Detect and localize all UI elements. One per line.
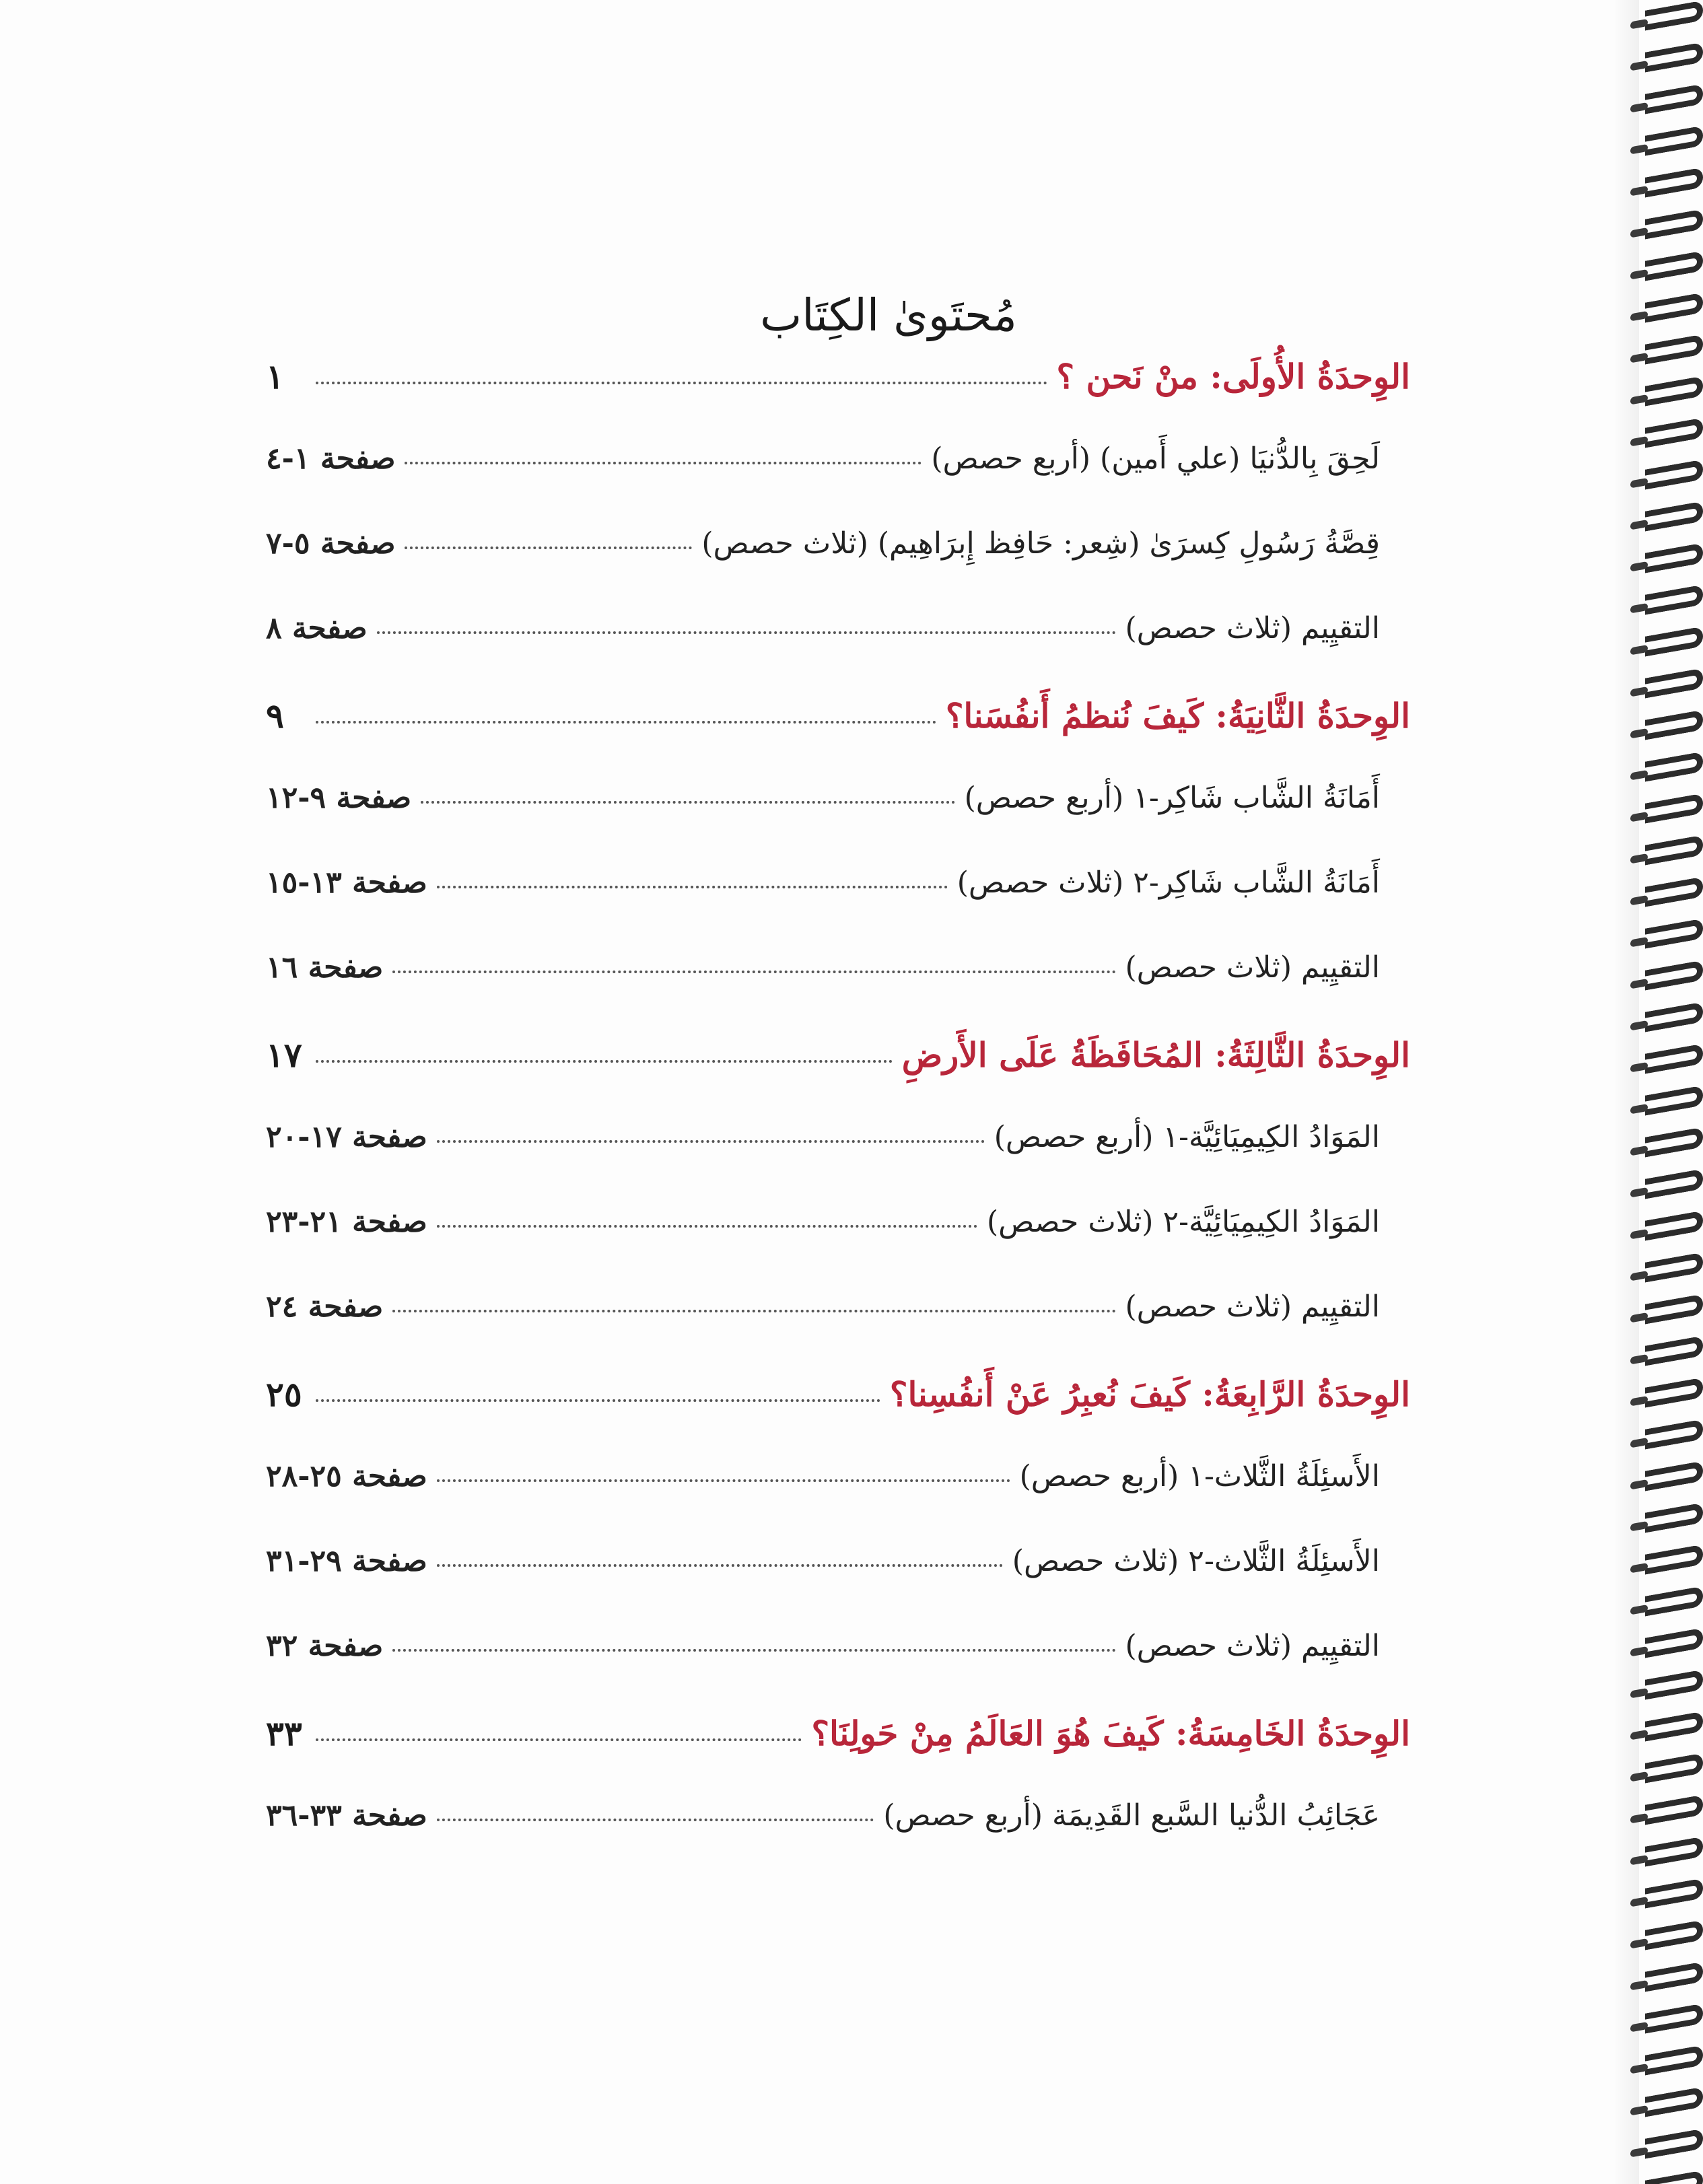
- page-number: صفحة ٣٢: [266, 1629, 384, 1663]
- spiral-coil: [1645, 835, 1703, 865]
- lesson-title: قِصَّةُ رَسُولِ كِسرَىٰ (شِعر: حَافِظ إِبرَاهِيم) (ثلاث حصص): [701, 526, 1380, 561]
- spiral-coil: [1645, 1502, 1703, 1533]
- page-title-text: مُحتَوىٰ الكِتَاب: [760, 289, 1017, 341]
- spiral-coil: [1645, 1627, 1703, 1658]
- spiral-coil: [1645, 83, 1703, 114]
- toc-lesson-row: [266, 611, 1410, 696]
- toc-lesson-row: [266, 1290, 1410, 1374]
- spiral-coil: [1645, 1919, 1703, 1950]
- spiral-coil: [1645, 1878, 1703, 1908]
- lesson-title: المَوَادُ الكِيمِيَائِيَّة-٢ (ثلاث حصص): [986, 1205, 1380, 1239]
- page-number: صفحة ٣٣-٣٦: [266, 1798, 427, 1833]
- lesson-title: أَمَانَةُ الشَّاب شَاكِر-١ (أربع حصص): [964, 781, 1380, 815]
- toc-lesson-row: [266, 1205, 1410, 1290]
- spiral-coil: [1645, 2045, 1703, 2075]
- dot-leader: [392, 1310, 1115, 1312]
- spiral-coil: [1645, 1419, 1703, 1449]
- spiral-coil: [1645, 1294, 1703, 1324]
- page-number: ١٧: [266, 1035, 302, 1075]
- lesson-title: الأَسئِلَةُ الثَّلاث-١ (أربع حصص): [1019, 1459, 1380, 1493]
- dot-leader: [316, 721, 936, 724]
- toc-lesson-row: [266, 1120, 1410, 1205]
- unit-title: الوِحدَةُ الأُولَى: منْ نَحن ؟: [1056, 357, 1410, 396]
- dot-leader: [437, 1140, 985, 1143]
- dot-leader: [437, 1819, 874, 1821]
- dot-leader: [421, 801, 954, 804]
- page-number: صفحة ١٣-١٥: [266, 866, 427, 900]
- dot-leader: [392, 971, 1115, 973]
- spiral-coil: [1645, 1168, 1703, 1199]
- spiral-coil: [1645, 1544, 1703, 1574]
- lesson-title: لَحِقَ بِالدُّنيَا (علي أَمين) (أربع حصص): [931, 442, 1380, 476]
- spiral-coil: [1645, 918, 1703, 948]
- page-number: ١: [266, 357, 284, 396]
- spiral-coil: [1645, 1377, 1703, 1407]
- page-number: صفحة ١٦: [266, 950, 384, 985]
- spiral-coil: [1645, 1669, 1703, 1699]
- spiral-coil: [1645, 793, 1703, 823]
- spiral-coil: [1645, 2003, 1703, 2033]
- spiral-coil: [1645, 709, 1703, 740]
- dot-leader: [392, 1649, 1115, 1652]
- spiral-coil: [1645, 584, 1703, 614]
- spiral-coil: [1645, 209, 1703, 239]
- spiral-coil: [1645, 417, 1703, 448]
- spiral-coil: [1645, 459, 1703, 489]
- dot-leader: [437, 1564, 1003, 1567]
- unit-title: الوِحدَةُ الرَّابِعَةُ: كَيفَ نُعبِرُ عَنْ أَنفُسِنا؟: [889, 1374, 1410, 1414]
- dot-leader: [405, 462, 922, 464]
- spiral-coil: [1645, 2128, 1703, 2158]
- spiral-coil: [1645, 1210, 1703, 1240]
- page-number: صفحة ٢١-٢٣: [266, 1205, 427, 1239]
- lesson-title: التقيِيم (ثلاث حصص): [1125, 1629, 1380, 1663]
- spiral-coil: [1645, 1127, 1703, 1157]
- toc-unit-row: [266, 1714, 1410, 1798]
- page-number: صفحة ٩-١٢: [266, 781, 412, 815]
- spiral-coil: [1645, 376, 1703, 406]
- lesson-title: عَجَائِبُ الدُّنيا السَّبع القَدِيمَة (أربع حصص): [883, 1798, 1380, 1833]
- page-number: ٣٣: [266, 1714, 302, 1753]
- spiral-coil: [1645, 1753, 1703, 1783]
- spiral-coil: [1645, 1460, 1703, 1491]
- spiral-coil: [1645, 960, 1703, 990]
- page-title: [0, 289, 1703, 341]
- toc-lesson-row: [266, 442, 1410, 526]
- spiral-coil: [1645, 2170, 1703, 2184]
- page-number: صفحة ١٧-٢٠: [266, 1120, 427, 1154]
- dot-leader: [437, 1479, 1010, 1482]
- toc-lesson-row: [266, 781, 1410, 866]
- spiral-coil: [1645, 2086, 1703, 2117]
- spiral-coil: [1645, 1001, 1703, 1032]
- toc-lesson-row: [266, 866, 1410, 950]
- toc-unit-row: [266, 1035, 1410, 1120]
- spiral-coil: [1645, 668, 1703, 698]
- spiral-coil: [1645, 1085, 1703, 1115]
- page-number: صفحة ٨: [266, 611, 368, 645]
- spiral-coil: [1645, 42, 1703, 72]
- spiral-coil: [1645, 626, 1703, 656]
- spiral-coil: [1645, 542, 1703, 573]
- spiral-coil: [1645, 876, 1703, 907]
- lesson-title: التقيِيم (ثلاث حصص): [1125, 1290, 1380, 1324]
- spiral-coil: [1645, 167, 1703, 197]
- page-number: صفحة ٢٥-٢٨: [266, 1459, 427, 1493]
- toc-lesson-row: [266, 1459, 1410, 1544]
- lesson-title: التقيِيم (ثلاث حصص): [1125, 950, 1380, 985]
- toc-unit-row: [266, 1374, 1410, 1459]
- spiral-coil: [1645, 250, 1703, 281]
- page-number: ٩: [266, 696, 284, 736]
- table-of-contents: [266, 357, 1410, 1883]
- spiral-coil: [1645, 501, 1703, 531]
- dot-leader: [316, 382, 1047, 384]
- dot-leader: [316, 1399, 880, 1402]
- unit-title: الوِحدَةُ الخَامِسَةُ: كَيفَ هُوَ العَالَمُ مِنْ حَولِنَا؟: [811, 1714, 1410, 1753]
- dot-leader: [437, 1225, 977, 1228]
- spiral-coil: [1645, 1335, 1703, 1366]
- spiral-coil: [1645, 1836, 1703, 1866]
- toc-unit-row: [266, 357, 1410, 442]
- dot-leader: [405, 547, 692, 549]
- toc-lesson-row: [266, 1544, 1410, 1629]
- lesson-title: التقيِيم (ثلاث حصص): [1125, 611, 1380, 645]
- dot-leader: [316, 1060, 893, 1063]
- spiral-coil: [1645, 751, 1703, 781]
- page-number: صفحة ٢٩-٣١: [266, 1544, 427, 1578]
- lesson-title: الأَسئِلَةُ الثَّلاث-٢ (ثلاث حصص): [1012, 1544, 1380, 1578]
- page-number: صفحة ٢٤: [266, 1290, 384, 1324]
- toc-lesson-row: [266, 1798, 1410, 1883]
- spiral-coil: [1645, 125, 1703, 155]
- dot-leader: [316, 1738, 802, 1741]
- spiral-coil: [1645, 1252, 1703, 1282]
- toc-lesson-row: [266, 1629, 1410, 1714]
- lesson-title: أَمَانَةُ الشَّاب شَاكِر-٢ (ثلاث حصص): [957, 866, 1380, 900]
- spiral-coil: [1645, 1961, 1703, 1992]
- lesson-title: المَوَادُ الكِيمِيَائِيَّة-١ (أربع حصص): [994, 1120, 1380, 1154]
- toc-lesson-row: [266, 950, 1410, 1035]
- toc-lesson-row: [266, 526, 1410, 611]
- spiral-coil: [1645, 1711, 1703, 1741]
- toc-unit-row: [266, 696, 1410, 781]
- spiral-coil: [1645, 1043, 1703, 1073]
- spiral-coil: [1645, 1586, 1703, 1616]
- spiral-coil: [1645, 1794, 1703, 1825]
- page-number: صفحة ٥-٧: [266, 526, 396, 561]
- dot-leader: [437, 886, 948, 888]
- page-number: ٢٥: [266, 1374, 302, 1414]
- page-number: صفحة ١-٤: [266, 442, 396, 476]
- dot-leader: [377, 631, 1116, 634]
- unit-title: الوِحدَةُ الثَّانِيَةُ: كَيفَ نُنظمُ أَنفُسَنا؟: [945, 696, 1410, 736]
- spiral-coil: [1645, 0, 1703, 30]
- unit-title: الوِحدَةُ الثَّالِثَةُ: المُحَافَظَةُ عَلَى الأَرضِ: [901, 1035, 1410, 1075]
